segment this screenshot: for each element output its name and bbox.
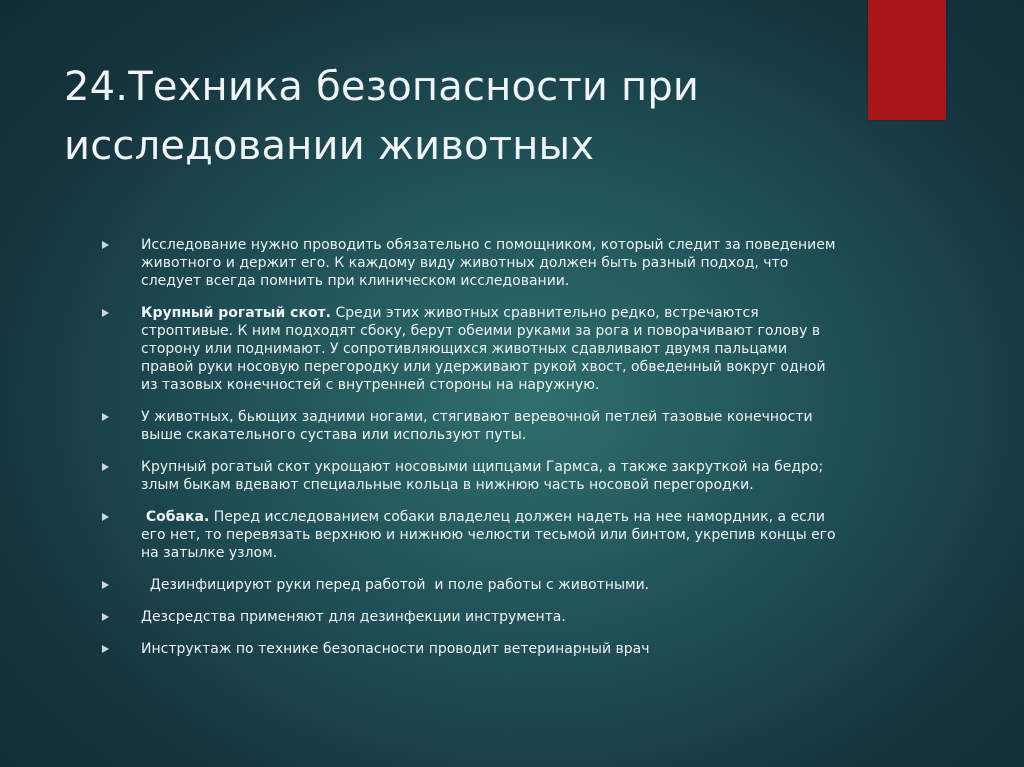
- triangle-bullet-icon: [102, 613, 109, 621]
- bullet-list: [100, 236, 840, 672]
- bullet-item: [100, 608, 840, 626]
- bullet-text: [141, 237, 835, 289]
- triangle-bullet-icon: [102, 645, 109, 653]
- bullet-item: [100, 576, 840, 594]
- bullet-text: [141, 305, 826, 393]
- bullet-text: [141, 577, 649, 593]
- triangle-bullet-icon: [102, 581, 109, 589]
- bullet-text-body: Перед исследованием собаки владелец должен надеть на нее намордник, а если его нет, то перевязать верхнюю и нижнюю челюсти тесьмой или бинтом, укрепив концы его на затылке узлом.: [141, 509, 836, 561]
- bullet-text-bold: Собака.: [141, 509, 210, 525]
- accent-bar: [868, 0, 946, 120]
- slide-title-line-1: 24.Техника безопасности при: [64, 64, 700, 110]
- bullet-text: [141, 641, 650, 657]
- triangle-bullet-icon: [102, 241, 109, 249]
- bullet-text: [141, 609, 566, 625]
- bullet-item: [100, 408, 840, 444]
- triangle-bullet-icon: [102, 309, 109, 317]
- bullet-text-bold: Крупный рогатый скот.: [141, 305, 331, 321]
- bullet-text-body: Инструктаж по технике безопасности проводит ветеринарный врач: [141, 641, 650, 657]
- bullet-item: [100, 304, 840, 394]
- slide-title: [64, 58, 864, 176]
- triangle-bullet-icon: [102, 513, 109, 521]
- bullet-text-body: У животных, бьющих задними ногами, стягивают веревочной петлей тазовые конечности выше скакательного сустава или используют путы.: [141, 409, 813, 443]
- triangle-bullet-icon: [102, 413, 109, 421]
- bullet-text-body: Крупный рогатый скот укрощают носовыми щипцами Гармса, а также закруткой на бедро; злым быкам вдевают специальные кольца в нижнюю часть носовой перегородки.: [141, 459, 824, 493]
- bullet-item: [100, 640, 840, 658]
- bullet-text: [141, 409, 813, 443]
- bullet-item: [100, 458, 840, 494]
- slide-title-line-2: исследовании животных: [64, 123, 595, 169]
- bullet-text: [141, 509, 836, 561]
- bullet-text-body: Дезсредства применяют для дезинфекции инструмента.: [141, 609, 566, 625]
- bullet-text-body: Среди этих животных сравнительно редко, встречаются строптивые. К ним подходят сбоку, берут обеими руками за рога и поворачивают голову в сторону или поднимают. У сопротивляющихся животных сдавливают двумя пальцами правой руки носовую перегородку или удерживают рукой хвост, обведенный вокруг одной из тазовых конечностей с внутренней стороны на наружную.: [141, 305, 826, 393]
- bullet-text-body: Исследование нужно проводить обязательно с помощником, который следит за поведением животного и держит его. К каждому виду животных должен быть разный подход, что следует всегда помнить при клиническом исследовании.: [141, 237, 836, 289]
- bullet-item: [100, 508, 840, 562]
- bullet-text-body: Дезинфицируют руки перед работой и поле работы с животными.: [141, 577, 650, 593]
- bullet-item: [100, 236, 840, 290]
- bullet-text: [141, 459, 823, 493]
- triangle-bullet-icon: [102, 463, 109, 471]
